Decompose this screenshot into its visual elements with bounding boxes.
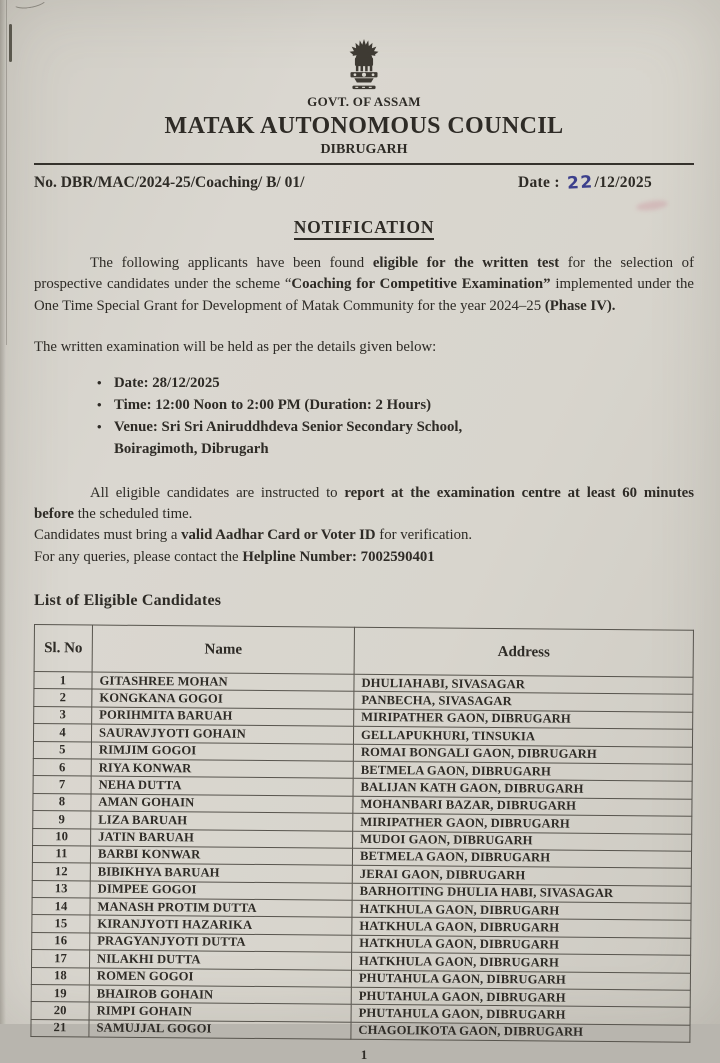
- candidate-name: PRAGYANJYOTI DUTTA: [90, 933, 352, 953]
- candidate-address: PHUTAHULA GAON, DIBRUGARH: [351, 970, 690, 990]
- candidate-slno: 4: [33, 724, 91, 742]
- candidate-name: SAURAVJYOTI GOHAIN: [91, 725, 353, 745]
- date-label: Date :: [517, 174, 560, 191]
- candidate-address: MOHANBARI BAZAR, DIBRUGARH: [353, 796, 692, 816]
- exam-date-item: [114, 372, 694, 394]
- council-place: DIBRUGARH: [320, 142, 408, 157]
- exam-intro-line: The written examination will be held as per the details given below:: [34, 339, 437, 356]
- col-header-name: Name: [92, 625, 354, 674]
- letterhead-divider: [34, 163, 694, 165]
- candidate-slno: 12: [32, 863, 90, 881]
- candidate-name: NILAKHI DUTTA: [90, 951, 352, 971]
- candidate-name: DIMPEE GOGOI: [90, 881, 352, 901]
- candidate-slno: 18: [31, 968, 89, 986]
- reference-row: [34, 172, 694, 192]
- candidate-name: NEHA DUTTA: [91, 777, 353, 797]
- candidate-slno: 13: [32, 881, 90, 899]
- exam-time-text: Time: 12:00 Noon to 2:00 PM (Duration: 2 Hours): [114, 397, 432, 413]
- candidate-name: LIZA BARUAH: [91, 812, 353, 832]
- candidate-name: KONGKANA GOGOI: [92, 690, 354, 710]
- letterhead: [34, 38, 694, 158]
- candidate-name: SAMUJJAL GOGOI: [89, 1020, 351, 1040]
- candidate-address: ROMAI BONGALI GAON, DIBRUGARH: [353, 744, 692, 764]
- candidate-address: HATKHULA GAON, DIBRUGARH: [351, 953, 690, 973]
- instructions-paragraph: All eligible candidates are instructed to report at the examination centre at least 60 minutes before the scheduled time.: [34, 484, 694, 523]
- candidate-name: RIYA KONWAR: [91, 759, 353, 779]
- candidate-slno: 14: [32, 898, 90, 916]
- candidate-address: BETMELA GAON, DIBRUGARH: [353, 762, 692, 782]
- candidate-slno: 10: [33, 828, 91, 846]
- candidate-slno: 3: [34, 707, 92, 725]
- candidate-address: DHULIAHABI, SIVASAGAR: [354, 675, 693, 695]
- candidates-table-wrap: [30, 624, 694, 1043]
- india-national-emblem-icon: [34, 38, 694, 92]
- exam-venue-text: Venue: Sri Sri Aniruddhdeva Senior Secondary School,: [114, 419, 463, 436]
- candidate-address: BALIJAN KATH GAON, DIBRUGARH: [353, 779, 692, 799]
- candidate-name: KIRANJYOTI HAZARIKA: [90, 916, 352, 936]
- date-handwritten: 22: [566, 172, 595, 194]
- candidate-slno: 7: [33, 776, 91, 794]
- candidate-slno: 9: [33, 811, 91, 829]
- date-block: [518, 172, 694, 192]
- candidate-name: PORIHMITA BARUAH: [92, 707, 354, 727]
- candidate-name: RIMPI GOHAIN: [89, 1003, 351, 1023]
- ink-smudge: [636, 199, 669, 212]
- candidate-name: MANASH PROTIM DUTTA: [90, 898, 352, 918]
- candidate-slno: 19: [31, 985, 89, 1003]
- candidates-heading: List of Eligible Candidates: [34, 592, 222, 610]
- candidate-address: GELLAPUKHURI, TINSUKIA: [353, 727, 692, 747]
- candidate-name: RIMJIM GOGOI: [91, 742, 353, 762]
- candidate-name: JATIN BARUAH: [91, 829, 353, 849]
- candidate-slno: 15: [32, 915, 90, 933]
- reference-number: No. DBR/MAC/2024-25/Coaching/ B/ 01/: [34, 174, 305, 191]
- candidate-address: JERAI GAON, DIBRUGARH: [352, 866, 691, 886]
- candidate-name: BIBIKHYA BARUAH: [90, 864, 352, 884]
- helpline-line: For any queries, please contact the Helpline Number: 7002590401: [34, 548, 435, 565]
- intro-paragraph: The following applicants have been found eligible for the written test for the selection of prospective candidates under the scheme “Coaching for Competitive Examination” implemented under the One Time Special Grant for Development of Matak Community for the year 2024–25 (Phase IV).: [34, 255, 694, 314]
- council-name: MATAK AUTONOMOUS COUNCIL: [164, 113, 564, 139]
- candidate-address: MIRIPATHER GAON, DIBRUGARH: [354, 709, 693, 729]
- pen-mark: [9, 24, 12, 62]
- candidate-slno: 11: [32, 846, 90, 864]
- govt-line: GOVT. OF ASSAM: [307, 94, 421, 109]
- col-header-address: Address: [354, 628, 693, 678]
- candidate-name: AMAN GOHAIN: [91, 794, 353, 814]
- candidate-slno: 17: [32, 950, 90, 968]
- title-row: [34, 217, 694, 238]
- table-header-row: [34, 625, 693, 678]
- candidate-slno: 16: [32, 933, 90, 951]
- page-number: 1: [360, 1046, 368, 1062]
- candidate-slno: 6: [33, 759, 91, 777]
- candidate-slno: 20: [31, 1002, 89, 1020]
- exam-time-item: [114, 394, 694, 416]
- candidate-slno: 5: [33, 741, 91, 759]
- candidate-name: BARBI KONWAR: [90, 846, 352, 866]
- candidate-address: PHUTAHULA GAON, DIBRUGARH: [351, 988, 690, 1008]
- candidate-address: HATKHULA GAON, DIBRUGARH: [352, 901, 691, 921]
- notification-title: NOTIFICATION: [294, 217, 435, 240]
- id-requirement-line: Candidates must bring a valid Aadhar Card or Voter ID for verification.: [34, 527, 473, 544]
- candidate-address: MUDOI GAON, DIBRUGARH: [353, 831, 692, 851]
- date-printed: /12/2025: [594, 174, 652, 191]
- candidate-slno: 8: [33, 794, 91, 812]
- candidate-name: ROMEN GOGOI: [89, 968, 351, 988]
- exam-details-list: [34, 372, 694, 461]
- candidate-address: PHUTAHULA GAON, DIBRUGARH: [351, 1005, 690, 1025]
- candidate-address: CHAGOLIKOTA GAON, DIBRUGARH: [351, 1022, 690, 1042]
- candidate-address: BARHOITING DHULIA HABI, SIVASAGAR: [352, 883, 691, 903]
- col-header-slno: Sl. No: [34, 625, 92, 673]
- candidate-address: MIRIPATHER GAON, DIBRUGARH: [353, 814, 692, 834]
- candidate-slno: 1: [34, 672, 92, 690]
- candidates-body: [31, 672, 693, 1043]
- exam-date-text: Date: 28/12/2025: [114, 374, 220, 391]
- candidate-name: GITASHREE MOHAN: [92, 672, 354, 692]
- candidates-table: [30, 624, 694, 1043]
- exam-venue-item: [114, 416, 694, 460]
- candidate-address: HATKHULA GAON, DIBRUGARH: [352, 936, 691, 956]
- candidate-name: BHAIROB GOHAIN: [89, 985, 351, 1005]
- page-corner-mark: [11, 0, 49, 10]
- paper-crease: [6, 0, 7, 345]
- candidate-slno: 21: [31, 1020, 89, 1038]
- candidate-address: PANBECHA, SIVASAGAR: [354, 692, 693, 712]
- candidate-address: HATKHULA GAON, DIBRUGARH: [352, 918, 691, 938]
- candidate-slno: 2: [34, 689, 92, 707]
- exam-venue-line2: Boiragimoth, Dibrugarh: [114, 441, 269, 458]
- candidate-address: BETMELA GAON, DIBRUGARH: [352, 849, 691, 869]
